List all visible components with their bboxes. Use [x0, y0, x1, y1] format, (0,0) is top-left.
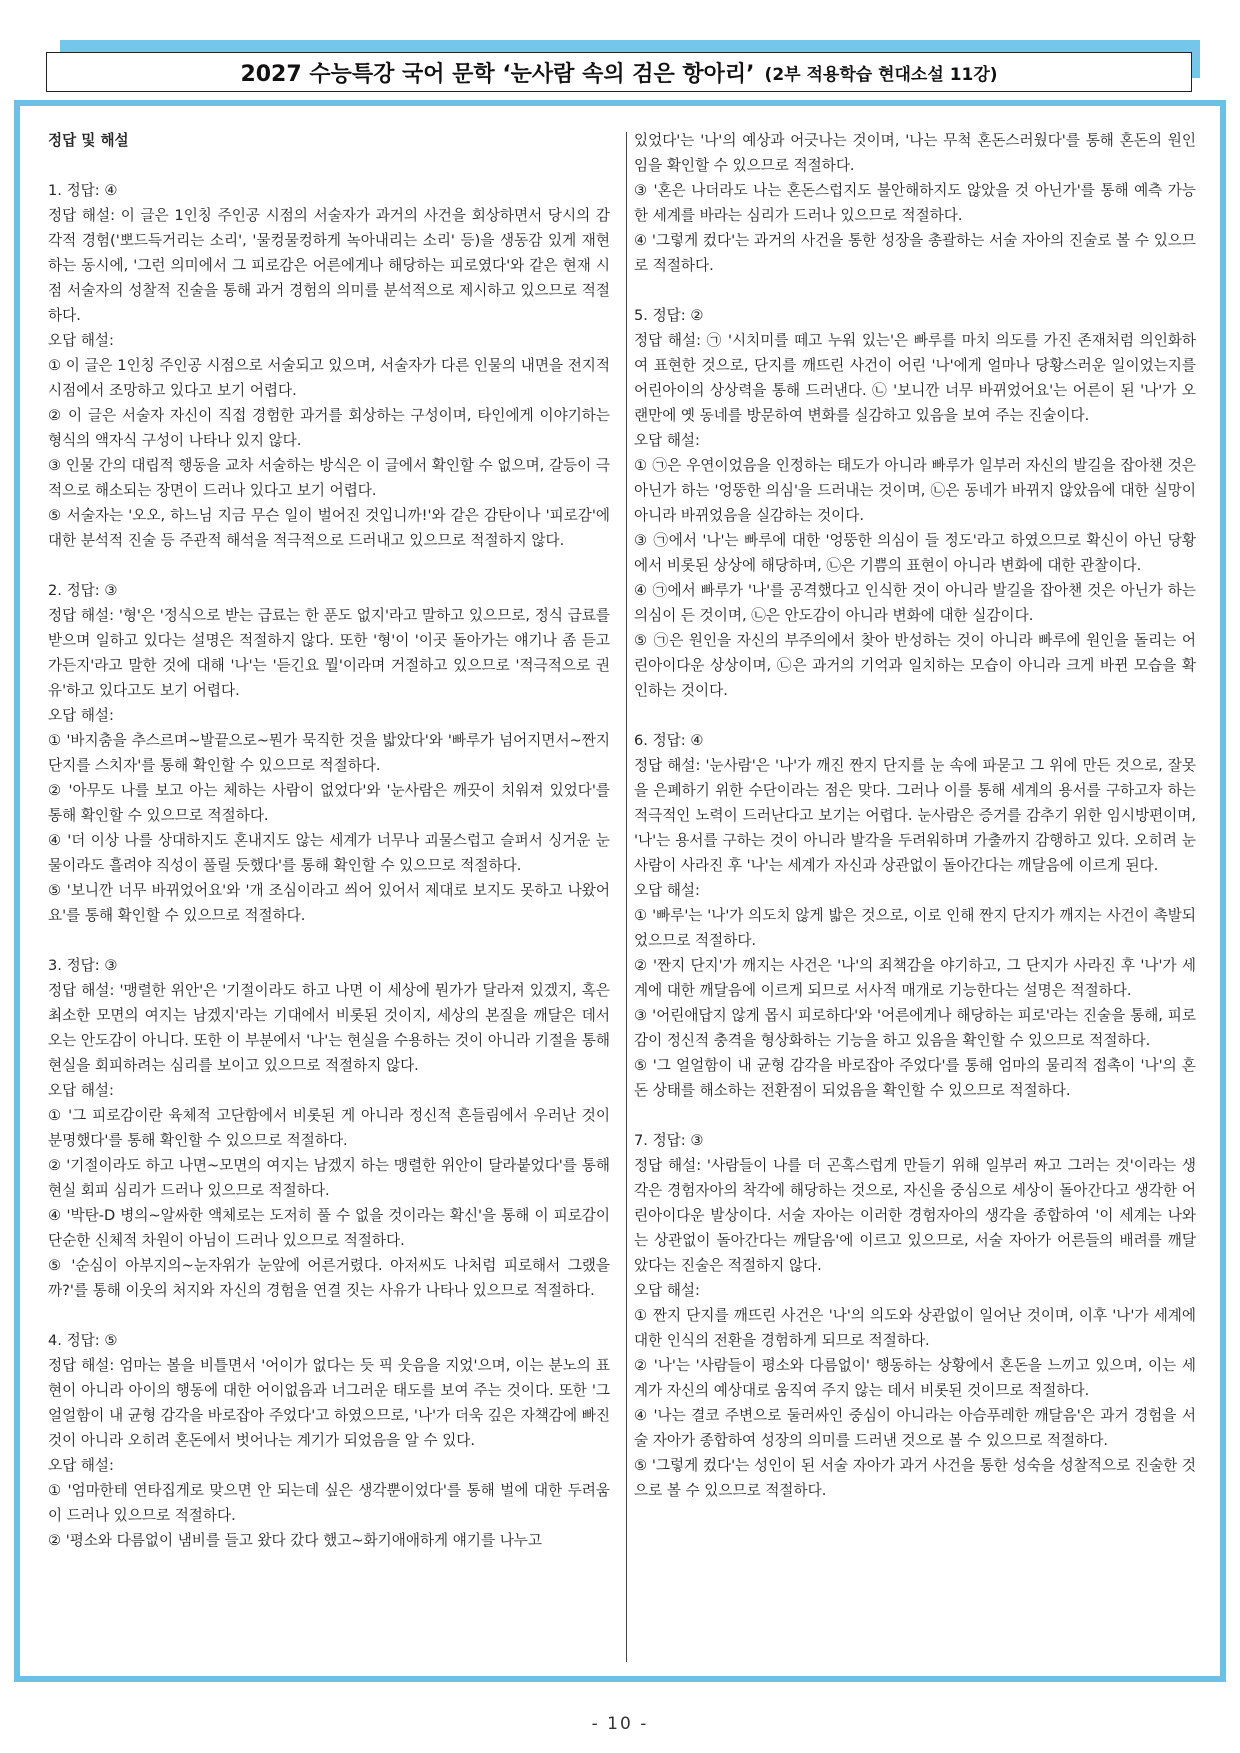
paragraph: ④ '박탄-D 병의~알싸한 액체로는 도저히 풀 수 없을 것이라는 확신'을 통해 이 피로감이 단순한 신체적 차원이 아님이 드러나 있으므로 적절하다. [48, 1207, 610, 1249]
paragraph: ① '그 피로감이란 육체적 고단함에서 비롯된 게 아니라 정신적 흔들림에서 우러난 것이 분명했다'를 통해 확인할 수 있으므로 적절하다. [48, 1107, 610, 1149]
left-column [48, 128, 610, 1553]
paragraph: ④ '나는 결코 주변으로 둘러싸인 중심이 아니라는 아슴푸레한 깨달음'은 과거 경험을 서술 자아가 종합하여 성장의 의미를 드러낸 것으로 볼 수 있으므로 적절하다. [634, 1407, 1196, 1449]
paragraph: 2. 정답: ③ [48, 582, 118, 599]
paragraph: ④ ㉠에서 빠루가 '나'를 공격했다고 인식한 것이 아니라 발길을 잡아챈 것은 아닌가 하는 의심이 든 것이며, ㉡은 안도감이 아니라 변화에 대한 실감이다. [634, 582, 1196, 624]
paragraph: ② '아무도 나를 보고 아는 체하는 사람이 없었다'와 '눈사람은 깨끗이 치워져 있었다'를 통해 확인할 수 있으므로 적절하다. [48, 782, 610, 824]
section-heading: 정답 및 해설 [48, 132, 129, 149]
paragraph: 정답 해설: '형'은 '정식으로 받는 급료는 한 푼도 없지'라고 말하고 있으므로, 정식 급료를 받으며 일하고 있다는 설명은 적절하지 않다. 또한 '형'이 '이곳 돌아가는 얘기나 좀 듣고 가든지'라고 말한 것에 대해 '나'는 '듣긴요 뭘'이라며 거절하고 있으므로 '적극적으로 권유'하고 있다고도 보기 어렵다. [48, 607, 610, 699]
paragraph: 오답 해설: [634, 432, 700, 449]
paragraph-gap [634, 278, 1196, 303]
right-column [634, 128, 1196, 1503]
paragraph: ⑤ '그 얼얼함이 내 균형 감각을 바로잡아 주었다'를 통해 엄마의 물리적 접촉이 '나'의 혼돈 상태를 해소하는 전환점이 되었음을 확인할 수 있으므로 적절하다. [634, 1057, 1196, 1099]
title-main: 2027 수능특강 국어 문학 ‘눈사람 속의 검은 항아리’ [240, 61, 755, 87]
paragraph: 정답 해설: '맹렬한 위안'은 '기절이라도 하고 나면 이 세상에 뭔가가 달라져 있겠지, 혹은 최소한 모면의 여지는 남겠지'라는 기대에서 비롯된 것이지, 세상의 본질을 깨달은 데서 오는 안도감이 아니다. 또한 이 부분에서 '나'는 현실을 수용하는 것이 아니라 기절을 통해 현실을 회피하려는 심리를 보이고 있으므로 적절하지 않다. [48, 982, 610, 1074]
paragraph: 6. 정답: ④ [634, 732, 704, 749]
paragraph: 오답 해설: [48, 1082, 114, 1099]
paragraph: ② '기절이라도 하고 나면~모면의 여지는 남겠지 하는 맹렬한 위안이 달라붙었다'를 통해 현실 회피 심리가 드러나 있으므로 적절하다. [48, 1157, 610, 1199]
paragraph-gap [634, 703, 1196, 728]
paragraph: ② '나'는 '사람들이 평소와 다름없이' 행동하는 상황에서 혼돈을 느끼고 있으며, 이는 세계가 자신의 예상대로 움직여 주지 않는 데서 비롯된 것이므로 적절하다. [634, 1357, 1196, 1399]
paragraph: ① '빠루'는 '나'가 의도치 않게 밟은 것으로, 이로 인해 짠지 단지가 깨지는 사건이 촉발되었으므로 적절하다. [634, 907, 1196, 949]
paragraph: 정답 해설: '사람들이 나를 더 곤혹스럽게 만들기 위해 일부러 짜고 그러는 것'이라는 생각은 경험자아의 착각에 해당하는 것으로, 자신을 중심으로 세상이 돌아간다고 생각한 어린아이다운 발상이다. 서술 자아는 이러한 경험자아의 생각을 종합하여 '이 세계는 나와는 상관없이 돌아간다는 깨달음'에 이르고 있으므로, 서술 자아가 어른들의 배려를 깨달았다는 진술은 적절하지 않다. [634, 1157, 1196, 1274]
paragraph-gap [634, 1103, 1196, 1128]
paragraph-gap [48, 153, 610, 178]
column-divider [626, 132, 627, 1662]
paragraph: ③ ㉠에서 '나'는 빠루에 대한 '엉뚱한 의심이 들 정도'라고 하였으므로 확신이 아닌 당황에서 비롯된 상상에 해당하며, ㉡은 기쁨의 표현이 아니라 변화에 대한 관찰이다. [634, 532, 1196, 574]
paragraph: 정답 해설: ㉠ '시치미를 떼고 누워 있는'은 빠루를 마치 의도를 가진 존재처럼 의인화하여 표현한 것으로, 단지를 깨뜨린 사건이 어린 '나'에게 얼마나 당황스러운 일이었는지를 어린아이의 상상력을 통해 드러낸다. ㉡ '보니깐 너무 바뀌었어요'는 어른이 된 '나'가 오랜만에 옛 동네를 방문하여 변화를 실감하고 있음을 보여 주는 진술이다. [634, 332, 1196, 424]
paragraph: 오답 해설: [634, 882, 700, 899]
paragraph: ② '평소와 다름없이 냄비를 들고 왔다 갔다 했고~화기애애하게 얘기를 나누고 [48, 1532, 543, 1549]
title-subtitle: (2부 적용학습 현대소설 11강) [764, 64, 998, 85]
page-number: - 10 - [591, 1714, 649, 1734]
paragraph: 오답 해설: [634, 1282, 700, 1299]
paragraph: ⑤ '그렇게 컸다'는 성인이 된 서술 자아가 과거 사건을 통한 성숙을 성찰적으로 진술한 것으로 볼 수 있으므로 적절하다. [634, 1457, 1196, 1499]
paragraph: 오답 해설: [48, 1457, 114, 1474]
paragraph: ① '엄마한테 연타집게로 맞으면 안 되는데 싶은 생각뿐이었다'를 통해 벌에 대한 두려움이 드러나 있으므로 적절하다. [48, 1482, 610, 1524]
paragraph: 정답 해설: 이 글은 1인칭 주인공 시점의 서술자가 과거의 사건을 회상하면서 당시의 감각적 경험('뽀드득거리는 소리', '물컹물컹하게 녹아내리는 소리' 등)을 생동감 있게 재현하는 동시에, '그런 의미에서 그 피로감은 어른에게나 해당하는 피로였다'와 같은 현재 시점 서술자의 성찰적 진술을 통해 과거 경험의 의미를 분석적으로 제시하고 있으므로 적절하다. [48, 207, 610, 324]
paragraph: ③ 인물 간의 대립적 행동을 교차 서술하는 방식은 이 글에서 확인할 수 없으며, 갈등이 극적으로 해소되는 장면이 드러나 있다고 보기 어렵다. [48, 457, 610, 499]
paragraph: 정답 해설: 엄마는 볼을 비틀면서 '어이가 없다는 듯 픽 웃음을 지었'으며, 이는 분노의 표현이 아니라 아이의 행동에 대한 어이없음과 너그러운 태도를 보여 주는 것이다. 또한 '그 얼얼함이 내 균형 감각을 바로잡아 주었다'고 하였으므로, '나'가 더욱 깊은 자책감에 빠진 것이 아니라 오히려 혼돈에서 벗어나는 계기가 되었음을 알 수 있다. [48, 1357, 610, 1449]
paragraph: 4. 정답: ⑤ [48, 1332, 118, 1349]
paragraph: ⑤ '순심이 아부지의~눈자위가 눈앞에 어른거렸다. 아저씨도 나처럼 피로해서 그랬을까?'를 통해 이웃의 처지와 자신의 경험을 연결 짓는 사유가 나타나 있으므로 적절하다. [48, 1257, 610, 1299]
paragraph: ④ '더 이상 나를 상대하지도 혼내지도 않는 세계가 너무나 괴물스럽고 슬퍼서 싱거운 눈물이라도 흘려야 직성이 풀릴 듯했다'를 통해 확인할 수 있으므로 적절하다. [48, 832, 610, 874]
paragraph: ④ '그렇게 컸다'는 과거의 사건을 통한 성장을 총괄하는 서술 자아의 진술로 볼 수 있으므로 적절하다. [634, 232, 1196, 274]
paragraph-gap [48, 1303, 610, 1328]
paragraph: ⑤ ㉠은 원인을 자신의 부주의에서 찾아 반성하는 것이 아니라 빠루에 원인을 돌리는 어린아이다운 상상이며, ㉡은 과거의 기억과 일치하는 모습이 아니라 크게 바뀐 모습을 확인하는 것이다. [634, 632, 1196, 699]
paragraph: ① '바지춤을 추스르며~발끝으로~뭔가 묵직한 것을 밟았다'와 '빠루가 넘어지면서~짠지 단지를 스치자'를 통해 확인할 수 있으므로 적절하다. [48, 732, 610, 774]
page-title [46, 52, 1192, 92]
paragraph: ③ '어린애답지 않게 몹시 피로하다'와 '어른에게나 해당하는 피로'라는 진술을 통해, 피로감이 정신적 충격을 형상화하는 기능을 하고 있음을 확인할 수 있으므로 적절하다. [634, 1007, 1196, 1049]
paragraph: ② 이 글은 서술자 자신이 직접 경험한 과거를 회상하는 구성이며, 타인에게 이야기하는 형식의 액자식 구성이 나타나 있지 않다. [48, 407, 610, 449]
paragraph: ① ㉠은 우연이었음을 인정하는 태도가 아니라 빠루가 일부러 자신의 발길을 잡아챈 것은 아닌가 하는 '엉뚱한 의심'을 드러내는 것이며, ㉡은 동네가 바뀌지 않았음에 대한 실망이 아니라 바뀌었음을 실감하는 것이다. [634, 457, 1196, 524]
paragraph: 7. 정답: ③ [634, 1132, 704, 1149]
paragraph: ⑤ '보니깐 너무 바뀌었어요'와 '개 조심이라고 씌어 있어서 제대로 보지도 못하고 나왔어요'를 통해 확인할 수 있으므로 적절하다. [48, 882, 610, 924]
paragraph: ⑤ 서술자는 '오오, 하느님 지금 무슨 일이 벌어진 것입니까!'와 같은 감탄이나 '피로감'에 대한 분석적 진술 등 주관적 해석을 적극적으로 드러내고 있으므로 적절하지 않다. [48, 507, 610, 549]
paragraph: 5. 정답: ② [634, 307, 704, 324]
paragraph: ③ '혼은 나더라도 나는 혼돈스럽지도 불안해하지도 않았을 것 아닌가'를 통해 예측 가능한 세계를 바라는 심리가 드러나 있으므로 적절하다. [634, 182, 1196, 224]
paragraph: ① 이 글은 1인칭 주인공 시점으로 서술되고 있으며, 서술자가 다른 인물의 내면을 전지적 시점에서 조망하고 있다고 보기 어렵다. [48, 357, 610, 399]
paragraph: ① 짠지 단지를 깨뜨린 사건은 '나'의 의도와 상관없이 일어난 것이며, 이후 '나'가 세계에 대한 인식의 전환을 경험하게 되므로 적절하다. [634, 1307, 1196, 1349]
paragraph: 오답 해설: [48, 707, 114, 724]
paragraph: 3. 정답: ③ [48, 957, 118, 974]
paragraph-gap [48, 928, 610, 953]
paragraph: 오답 해설: [48, 332, 114, 349]
paragraph: 있었다'는 '나'의 예상과 어긋나는 것이며, '나는 무척 혼돈스러웠다'를 통해 혼돈의 원인임을 확인할 수 있으므로 적절하다. [634, 132, 1196, 174]
paragraph: 1. 정답: ④ [48, 182, 118, 199]
paragraph: ② '짠지 단지'가 깨지는 사건은 '나'의 죄책감을 야기하고, 그 단지가 사라진 후 '나'가 세계에 대한 깨달음에 이르게 되므로 서사적 매개로 기능한다는 설명은 적절하다. [634, 957, 1196, 999]
paragraph-gap [48, 553, 610, 578]
paragraph: 정답 해설: '눈사람'은 '나'가 깨진 짠지 단지를 눈 속에 파묻고 그 위에 만든 것으로, 잘못을 은폐하기 위한 수단이라는 점은 맞다. 그러나 이를 통해 세계의 용서를 구하고자 하는 적극적인 노력이 드러난다고 보기는 어렵다. 눈사람은 증거를 감추기 위한 임시방편이며, '나'는 용서를 구하는 것이 아니라 발각을 두려워하며 가출까지 감행하고 있다. 오히려 눈사람이 사라진 후 '나'는 세계가 자신과 상관없이 돌아간다는 깨달음에 이르게 된다. [634, 757, 1196, 874]
